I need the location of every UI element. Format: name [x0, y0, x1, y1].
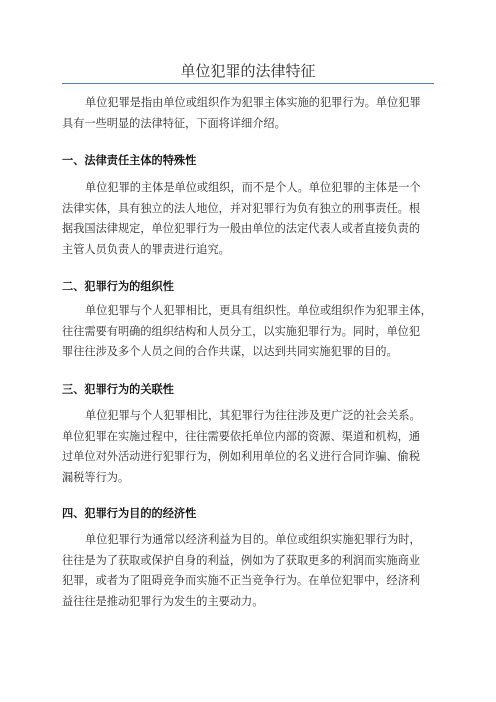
paragraph-line: 据我国法律规定，单位犯罪行为一般由单位的法定代表人或者直接负责的	[62, 222, 421, 236]
section-paragraph	[62, 178, 440, 260]
section-heading: 三、犯罪行为的关联性	[62, 383, 174, 396]
paragraph-line: 罪往往涉及多个人员之间的合作共谋，以达到共同实施犯罪的目的。	[62, 345, 398, 359]
section-paragraph	[62, 530, 440, 612]
title-underline	[62, 83, 434, 84]
intro-paragraph	[62, 93, 440, 134]
paragraph-line: 单位犯罪的主体是单位或组织，而不是个人。单位犯罪的主体是一个	[85, 181, 421, 194]
paragraph-line: 主管人员负责人的罪责进行追究。	[62, 242, 230, 256]
section-heading: 二、犯罪行为的组织性	[62, 280, 174, 293]
paragraph-line: 法律实体，具有独立的法人地位，并对犯罪行为负有独立的刑事责任。根	[62, 201, 421, 215]
paragraph-line: 往往是为了获取或保护自身的利益，例如为了获取更多的利润而实施商业	[62, 553, 421, 567]
paragraph-line: 往往需要有明确的组织结构和人员分工，以实施犯罪行为。同时，单位犯	[62, 324, 421, 338]
paragraph-line: 益往往是推动犯罪行为发生的主要动力。	[62, 594, 264, 608]
paragraph-line: 单位犯罪与个人犯罪相比，其犯罪行为往往涉及更广泛的社会关系。	[85, 409, 421, 422]
paragraph-line: 犯罪，或者为了阻碍竞争而实施不正当竞争行为。在单位犯罪中，经济利	[62, 574, 421, 588]
paragraph-line: 单位犯罪行为通常以经济利益为目的。单位或组织实施犯罪行为时，	[85, 533, 421, 546]
intro-line: 具有一些明显的法律特征，下面将详细介绍。	[62, 116, 286, 130]
paragraph-line: 单位犯罪与个人犯罪相比，更具有组织性。单位或组织作为犯罪主体，	[85, 304, 432, 317]
section-heading: 四、犯罪行为目的的经济性	[62, 507, 197, 520]
section-paragraph	[62, 301, 440, 363]
section-heading: 一、法律责任主体的特殊性	[62, 154, 197, 167]
section-paragraph	[62, 406, 440, 488]
paragraph-line: 过单位对外活动进行犯罪行为，例如利用单位的名义进行合同诈骗、偷税	[62, 450, 421, 464]
paragraph-line: 漏税等行为。	[62, 470, 130, 484]
intro-line: 单位犯罪是指由单位或组织作为犯罪主体实施的犯罪行为。单位犯罪	[85, 96, 421, 109]
document-title: 单位犯罪的法律特征	[180, 62, 316, 80]
paragraph-line: 单位犯罪在实施过程中，往往需要依托单位内部的资源、渠道和机构，通	[62, 429, 421, 443]
